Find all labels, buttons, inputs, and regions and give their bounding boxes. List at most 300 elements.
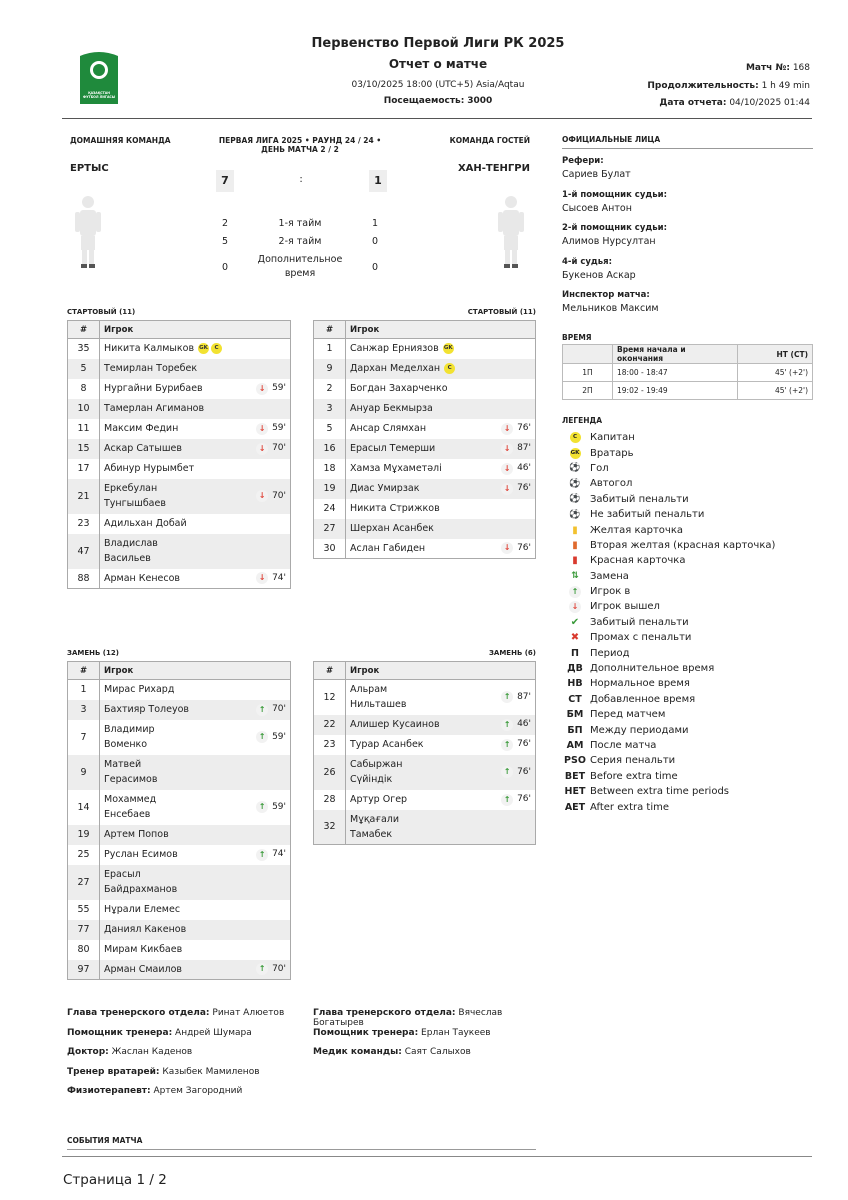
player-name: Ануар Бекмырза <box>350 403 433 414</box>
legend-symbol-icon: ▮ <box>572 539 578 551</box>
player-row <box>68 439 291 459</box>
player-row <box>68 339 291 359</box>
away-score: 1 <box>369 170 387 192</box>
player-row <box>314 439 536 459</box>
legend-symbol-icon: СТ <box>568 693 582 705</box>
legend-symbol-icon: П <box>571 647 579 659</box>
legend-symbol-icon: ⚽ <box>569 509 581 520</box>
period-row: 2 1-я тайм 1 <box>221 217 379 229</box>
legend-symbol-icon: ▮ <box>572 524 578 536</box>
footer-divider <box>62 1156 812 1157</box>
legend-item <box>562 430 814 445</box>
legend-symbol-icon: ▮ <box>572 555 578 567</box>
arrow-down-icon: ↓ <box>501 483 513 495</box>
report-title: Первенство Первой Лиги РК 2025 <box>311 36 565 51</box>
sub-out-event <box>256 489 286 504</box>
legend-text: Между периодами <box>590 724 689 736</box>
player-row <box>314 755 536 790</box>
player-row <box>314 419 536 439</box>
player-number: 25 <box>68 845 100 865</box>
player-name: Алишер Кусаинов <box>350 719 440 730</box>
event-minute: 87' <box>517 691 531 702</box>
player-name: Диас Умирзак <box>350 483 420 494</box>
sub-in-event <box>501 792 531 807</box>
event-minute: 70' <box>272 704 286 714</box>
staff-item: Медик команды: Саят Салыхов <box>313 1047 471 1057</box>
sub-in-event <box>256 800 286 815</box>
legend-text: Не забитый пенальти <box>590 509 705 521</box>
time-row: 1П 18:00 - 18:47 45' (+2') <box>563 364 813 382</box>
legend-item <box>562 476 814 491</box>
legend-list <box>562 430 814 815</box>
player-row <box>68 419 291 439</box>
sub-out-event <box>256 441 286 456</box>
home-subs-table <box>67 661 291 980</box>
sub-in-event <box>501 690 531 705</box>
legend-text: Гол <box>590 462 609 474</box>
home-team-label: ДОМАШНЯЯ КОМАНДА <box>70 136 171 145</box>
legend-text: Забитый пенальти <box>590 493 689 505</box>
time-title: ВРЕМЯ <box>562 333 592 342</box>
legend-symbol-icon: ⚽ <box>569 494 581 505</box>
officials-list <box>562 156 812 324</box>
legend-item <box>562 753 814 768</box>
player-name: Тамерлан Агиманов <box>104 403 205 414</box>
legend-item <box>562 507 814 522</box>
legend-item <box>562 676 814 691</box>
legend-text: Серия пенальти <box>590 755 676 767</box>
player-name: Артем Попов <box>104 829 169 840</box>
legend-item <box>562 738 814 753</box>
player-number: 27 <box>314 519 346 539</box>
legend-text: Перед матчем <box>590 709 666 721</box>
player-row <box>68 569 291 589</box>
player-number: 12 <box>314 680 346 715</box>
legend-symbol-icon: ⚽ <box>569 463 581 474</box>
legend-symbol-icon: АМ <box>566 740 584 751</box>
legend-symbol-icon: БМ <box>566 709 584 721</box>
player-number: 28 <box>314 790 346 810</box>
player-number: 17 <box>68 459 100 479</box>
official-item: 1-й помощник судьи: Сысоев Антон <box>562 189 667 214</box>
player-row <box>314 359 536 379</box>
event-minute: 59' <box>272 423 286 433</box>
player-number: 5 <box>68 359 100 379</box>
sub-in-event <box>256 702 286 717</box>
player-row <box>314 810 536 845</box>
home-kit-avatar <box>73 192 103 272</box>
staff-item: Доктор: Жаслан Каденов <box>67 1047 193 1057</box>
player-number: 9 <box>314 359 346 379</box>
legend-title: ЛЕГЕНДА <box>562 416 603 425</box>
legend-item <box>562 538 814 553</box>
legend-text: Промах с пенальти <box>590 632 692 644</box>
player-name: Адильхан Добай <box>104 518 187 529</box>
player-row <box>314 339 536 359</box>
legend-text: Вторая желтая (красная карточка) <box>590 539 776 551</box>
player-number: 3 <box>68 700 100 720</box>
official-item: Рефери: Сариев Булат <box>562 156 631 180</box>
home-starting-table <box>67 320 291 589</box>
home-staff <box>67 1008 307 1106</box>
legend-item <box>562 661 814 676</box>
legend-symbol-icon: БП <box>567 724 583 736</box>
legend-item <box>562 445 814 460</box>
player-number: 8 <box>68 379 100 399</box>
player-row <box>68 920 291 940</box>
staff-item: Глава тренерского отдела: Вячеслав Богатырев <box>313 1008 503 1028</box>
officials-divider <box>562 148 813 149</box>
col-num-header: # <box>314 662 346 680</box>
match-datetime: 03/10/2025 18:00 (UTC+5) Asia/Aqtau <box>351 80 525 90</box>
legend-text: Красная карточка <box>590 555 686 567</box>
period-row: 0 Дополнительное время 0 <box>221 254 379 279</box>
arrow-down-icon: ↓ <box>256 490 268 502</box>
player-row <box>68 534 291 569</box>
player-number: 5 <box>314 419 346 439</box>
player-number: 21 <box>68 479 100 514</box>
event-minute: 59' <box>272 731 286 742</box>
legend-symbol-icon: HET <box>564 786 586 798</box>
arrow-down-icon: ↓ <box>256 572 268 584</box>
player-row <box>68 680 291 700</box>
player-row <box>68 940 291 960</box>
player-number: 26 <box>314 755 346 790</box>
player-row <box>314 539 536 559</box>
time-table <box>562 344 813 400</box>
period-scores <box>214 214 386 284</box>
player-name: Владислав Васильев <box>104 538 158 564</box>
player-row <box>314 735 536 755</box>
player-number: 80 <box>68 940 100 960</box>
player-number: 7 <box>68 720 100 755</box>
player-name: Санжар Ерниязов <box>350 343 439 355</box>
col-player-header: Игрок <box>100 662 291 680</box>
official-item: 2-й помощник судьи: Алимов Нурсултан <box>562 223 667 247</box>
home-score: 7 <box>216 170 234 192</box>
legend-text: Вратарь <box>590 447 634 459</box>
event-minute: 76' <box>517 766 531 777</box>
player-row <box>314 379 536 399</box>
player-row <box>68 720 291 755</box>
player-name: Арман Смаилов <box>104 963 183 975</box>
sub-out-event <box>256 381 286 396</box>
away-team-label: КОМАНДА ГОСТЕЙ <box>449 136 530 145</box>
sub-in-event <box>256 962 286 977</box>
home-team-name: ЕРТЫС <box>70 163 109 174</box>
player-row <box>314 479 536 499</box>
arrow-down-icon: ↓ <box>256 383 268 395</box>
legend-symbol-icon: ✔ <box>570 616 580 628</box>
legend-item <box>562 784 814 799</box>
legend-item <box>562 769 814 784</box>
player-name: Артур Огер <box>350 794 408 805</box>
player-name: Мирас Рихард <box>104 684 175 696</box>
player-row <box>68 960 291 980</box>
home-starting-title: СТАРТОВЫЙ (11) <box>67 308 136 316</box>
event-minute: 74' <box>272 572 286 583</box>
event-minute: 76' <box>517 542 531 553</box>
official-item: 4-й судья: Букенов Аскар <box>562 256 636 281</box>
captain-badge: C <box>211 343 222 354</box>
legend-item <box>562 569 814 584</box>
time-col-range: Время начала и окончания <box>613 345 738 364</box>
player-name: Еркебулан Тунгышбаев <box>104 483 166 509</box>
arrow-down-icon: ↓ <box>501 542 513 554</box>
legend-item <box>562 492 814 507</box>
sub-in-event <box>256 730 286 745</box>
player-name: Мирам Кикбаев <box>104 944 183 955</box>
goalkeeper-badge: GK <box>198 343 209 354</box>
event-minute: 70' <box>272 490 286 501</box>
legend-symbol-icon: ↑ <box>569 586 581 598</box>
player-name: Турар Асанбек <box>350 739 424 750</box>
player-name: Мұқағали Тамабек <box>350 813 400 840</box>
col-player-header: Игрок <box>346 321 536 339</box>
player-row <box>68 900 291 920</box>
col-num-header: # <box>68 662 100 680</box>
player-number: 88 <box>68 569 100 589</box>
sub-in-event <box>501 737 531 752</box>
player-name: Темирлан Торебек <box>104 363 198 374</box>
legend-text: Before extra time <box>590 770 678 782</box>
away-subs-table <box>313 661 536 845</box>
player-row <box>68 865 291 900</box>
header-divider <box>62 118 812 119</box>
player-name: Нұрали Елемес <box>104 904 181 915</box>
player-name: Аслан Габиден <box>350 542 426 554</box>
legend-item <box>562 692 814 707</box>
staff-item: Помощник тренера: Ерлан Таукеев <box>313 1027 491 1038</box>
staff-item: Физиотерапевт: Артем Загородний <box>67 1086 243 1096</box>
logo-text: ҚАЗАҚСТАН ФУТБОЛ ЛИГАСЫ <box>82 91 116 99</box>
player-number: 16 <box>314 439 346 459</box>
away-staff <box>313 1008 553 1067</box>
report-subtitle: Отчет о матче <box>388 57 488 71</box>
player-name: Альрам Нильташев <box>350 684 407 711</box>
attendance: Посещаемость: 3000 <box>383 96 493 106</box>
player-row <box>68 755 291 790</box>
col-num-header: # <box>68 321 100 339</box>
player-row <box>68 459 291 479</box>
legend-symbol-icon: ✖ <box>570 632 580 644</box>
player-name: Даниял Какенов <box>104 924 187 935</box>
arrow-up-icon: ↑ <box>256 963 268 975</box>
legend-text: Автогол <box>590 478 633 490</box>
legend-text: После матча <box>590 740 657 751</box>
staff-item: Тренер вратарей: Казыбек Мамиленов <box>67 1066 260 1077</box>
arrow-up-icon: ↑ <box>501 794 513 806</box>
player-row <box>68 700 291 720</box>
player-row <box>314 790 536 810</box>
player-number: 15 <box>68 439 100 459</box>
player-row <box>68 514 291 534</box>
player-number: 18 <box>314 459 346 479</box>
round-info: ПЕРВАЯ ЛИГА 2025 • РАУНД 24 / 24 • ДЕНЬ МАТЧА 2 / 2 <box>218 136 382 154</box>
player-name: Арман Кенесов <box>104 572 181 584</box>
legend-item <box>562 461 814 476</box>
player-name: Руслан Есимов <box>104 849 178 860</box>
event-minute: 74' <box>272 849 286 859</box>
event-minute: 76' <box>517 739 531 749</box>
legend-item <box>562 799 814 814</box>
player-number: 27 <box>68 865 100 900</box>
officials-title: ОФИЦИАЛЬНЫЕ ЛИЦА <box>562 135 661 144</box>
away-starting-title: СТАРТОВЫЙ (11) <box>467 308 536 316</box>
player-name: Ансар Слямхан <box>350 423 427 434</box>
league-logo <box>76 50 122 106</box>
event-minute: 46' <box>517 463 531 473</box>
player-name: Хамза Мұхаметәлі <box>350 463 442 474</box>
player-number: 9 <box>68 755 100 790</box>
player-number: 3 <box>314 399 346 419</box>
arrow-down-icon: ↓ <box>256 423 268 435</box>
player-number: 47 <box>68 534 100 569</box>
player-name: Сабыржан Сүйіндік <box>350 759 403 785</box>
period-row: 5 2-я тайм 0 <box>221 235 379 247</box>
time-col-ht: HT (CT) <box>738 345 813 364</box>
player-row <box>68 379 291 399</box>
event-minute: 70' <box>272 443 286 453</box>
official-item: Инспектор матча: Мельников Максим <box>562 290 659 314</box>
sub-in-event <box>256 847 286 862</box>
player-number: 14 <box>68 790 100 825</box>
player-row <box>314 459 536 479</box>
legend-item <box>562 707 814 722</box>
events-divider <box>67 1149 536 1150</box>
player-number: 19 <box>314 479 346 499</box>
col-player-header: Игрок <box>100 321 291 339</box>
legend-item <box>562 722 814 737</box>
player-number: 2 <box>314 379 346 399</box>
player-number: 22 <box>314 715 346 735</box>
player-row <box>314 680 536 715</box>
player-number: 23 <box>314 735 346 755</box>
goalkeeper-badge: GK <box>443 343 454 354</box>
legend-symbol-icon: ⇅ <box>571 571 579 582</box>
home-subs-title: ЗАМЕНЬ (12) <box>67 649 119 657</box>
sub-in-event <box>501 765 531 780</box>
legend-symbol-icon: ↓ <box>569 601 581 613</box>
legend-text: Забитый пенальти <box>590 616 689 628</box>
player-row <box>314 519 536 539</box>
sub-out-event <box>501 541 531 556</box>
player-number: 1 <box>68 680 100 700</box>
player-number: 11 <box>68 419 100 439</box>
away-kit-avatar <box>496 192 526 272</box>
legend-symbol-icon: AET <box>564 801 586 813</box>
arrow-up-icon: ↑ <box>501 766 513 778</box>
player-name: Мохаммед Енсебаев <box>104 794 157 820</box>
legend-symbol-icon: ⚽ <box>569 478 581 489</box>
player-number: 77 <box>68 920 100 940</box>
event-minute: 76' <box>517 423 531 433</box>
legend-text: Желтая карточка <box>590 524 683 536</box>
player-number: 35 <box>68 339 100 359</box>
sub-in-event <box>501 717 531 732</box>
player-name: Ерасыл Темерши <box>350 443 436 454</box>
player-row <box>68 359 291 379</box>
player-row <box>68 790 291 825</box>
player-name: Нургайни Бурибаев <box>104 383 203 394</box>
sub-out-event <box>256 421 286 436</box>
staff-item: Глава тренерского отдела: Ринат Алюетов <box>67 1008 285 1018</box>
player-row <box>68 399 291 419</box>
away-starting-table <box>313 320 536 559</box>
arrow-up-icon: ↑ <box>501 719 513 731</box>
arrow-up-icon: ↑ <box>256 731 268 743</box>
away-subs-title: ЗАМЕНЬ (6) <box>488 649 536 657</box>
player-name: Матвей Герасимов <box>104 759 158 785</box>
match-duration: Продолжительность: 1 h 49 min <box>647 81 810 91</box>
player-number: 10 <box>68 399 100 419</box>
player-name: Никита Калмыков <box>104 343 195 355</box>
player-name: Аскар Сатышев <box>104 443 182 454</box>
legend-text: Период <box>590 647 630 659</box>
sub-out-event <box>501 441 531 456</box>
event-minute: 87' <box>517 443 531 453</box>
player-number: 30 <box>314 539 346 559</box>
arrow-up-icon: ↑ <box>256 849 268 861</box>
match-number: Матч №: 168 <box>745 63 810 73</box>
legend-item <box>562 615 814 630</box>
arrow-up-icon: ↑ <box>501 691 513 703</box>
player-number: 23 <box>68 514 100 534</box>
sub-out-event <box>501 421 531 436</box>
legend-symbol-icon: ДВ <box>567 663 583 675</box>
captain-badge: C <box>444 363 455 374</box>
legend-item <box>562 553 814 568</box>
player-name: Никита Стрижков <box>350 503 440 514</box>
col-player-header: Игрок <box>346 662 536 680</box>
player-name: Богдан Захарченко <box>350 383 448 394</box>
legend-text: Капитан <box>590 432 635 444</box>
arrow-down-icon: ↓ <box>501 463 513 475</box>
player-name: Абинур Нурымбет <box>104 463 195 474</box>
arrow-down-icon: ↓ <box>256 443 268 455</box>
player-name: Шерхан Асанбек <box>350 523 434 534</box>
sub-out-event <box>501 481 531 496</box>
player-row <box>314 399 536 419</box>
player-number: 32 <box>314 810 346 845</box>
player-name: Бахтияр Толеуов <box>104 704 189 715</box>
legend-symbol-icon: НВ <box>567 678 583 690</box>
col-num-header: # <box>314 321 346 339</box>
sub-out-event <box>256 571 286 586</box>
player-row <box>314 499 536 519</box>
legend-symbol-icon: C <box>570 432 581 443</box>
score-separator: : <box>299 174 303 185</box>
legend-text: Замена <box>590 570 629 582</box>
legend-symbol-icon: GK <box>570 448 581 459</box>
staff-item: Помощник тренера: Андрей Шумара <box>67 1027 252 1038</box>
event-minute: 76' <box>517 794 531 804</box>
event-minute: 59' <box>272 383 286 393</box>
arrow-up-icon: ↑ <box>256 801 268 813</box>
legend-text: Игрок вышел <box>590 601 660 613</box>
events-title: СОБЫТИЯ МАТЧА <box>67 1136 143 1145</box>
player-number: 24 <box>314 499 346 519</box>
player-name: Максим Федин <box>104 423 179 434</box>
legend-text: Between extra time periods <box>590 786 730 798</box>
event-minute: 70' <box>272 963 286 974</box>
legend-item <box>562 630 814 645</box>
legend-symbol-icon: BET <box>564 770 586 782</box>
player-row <box>68 825 291 845</box>
legend-item <box>562 522 814 537</box>
legend-text: Нормальное время <box>590 678 690 690</box>
player-row <box>314 715 536 735</box>
